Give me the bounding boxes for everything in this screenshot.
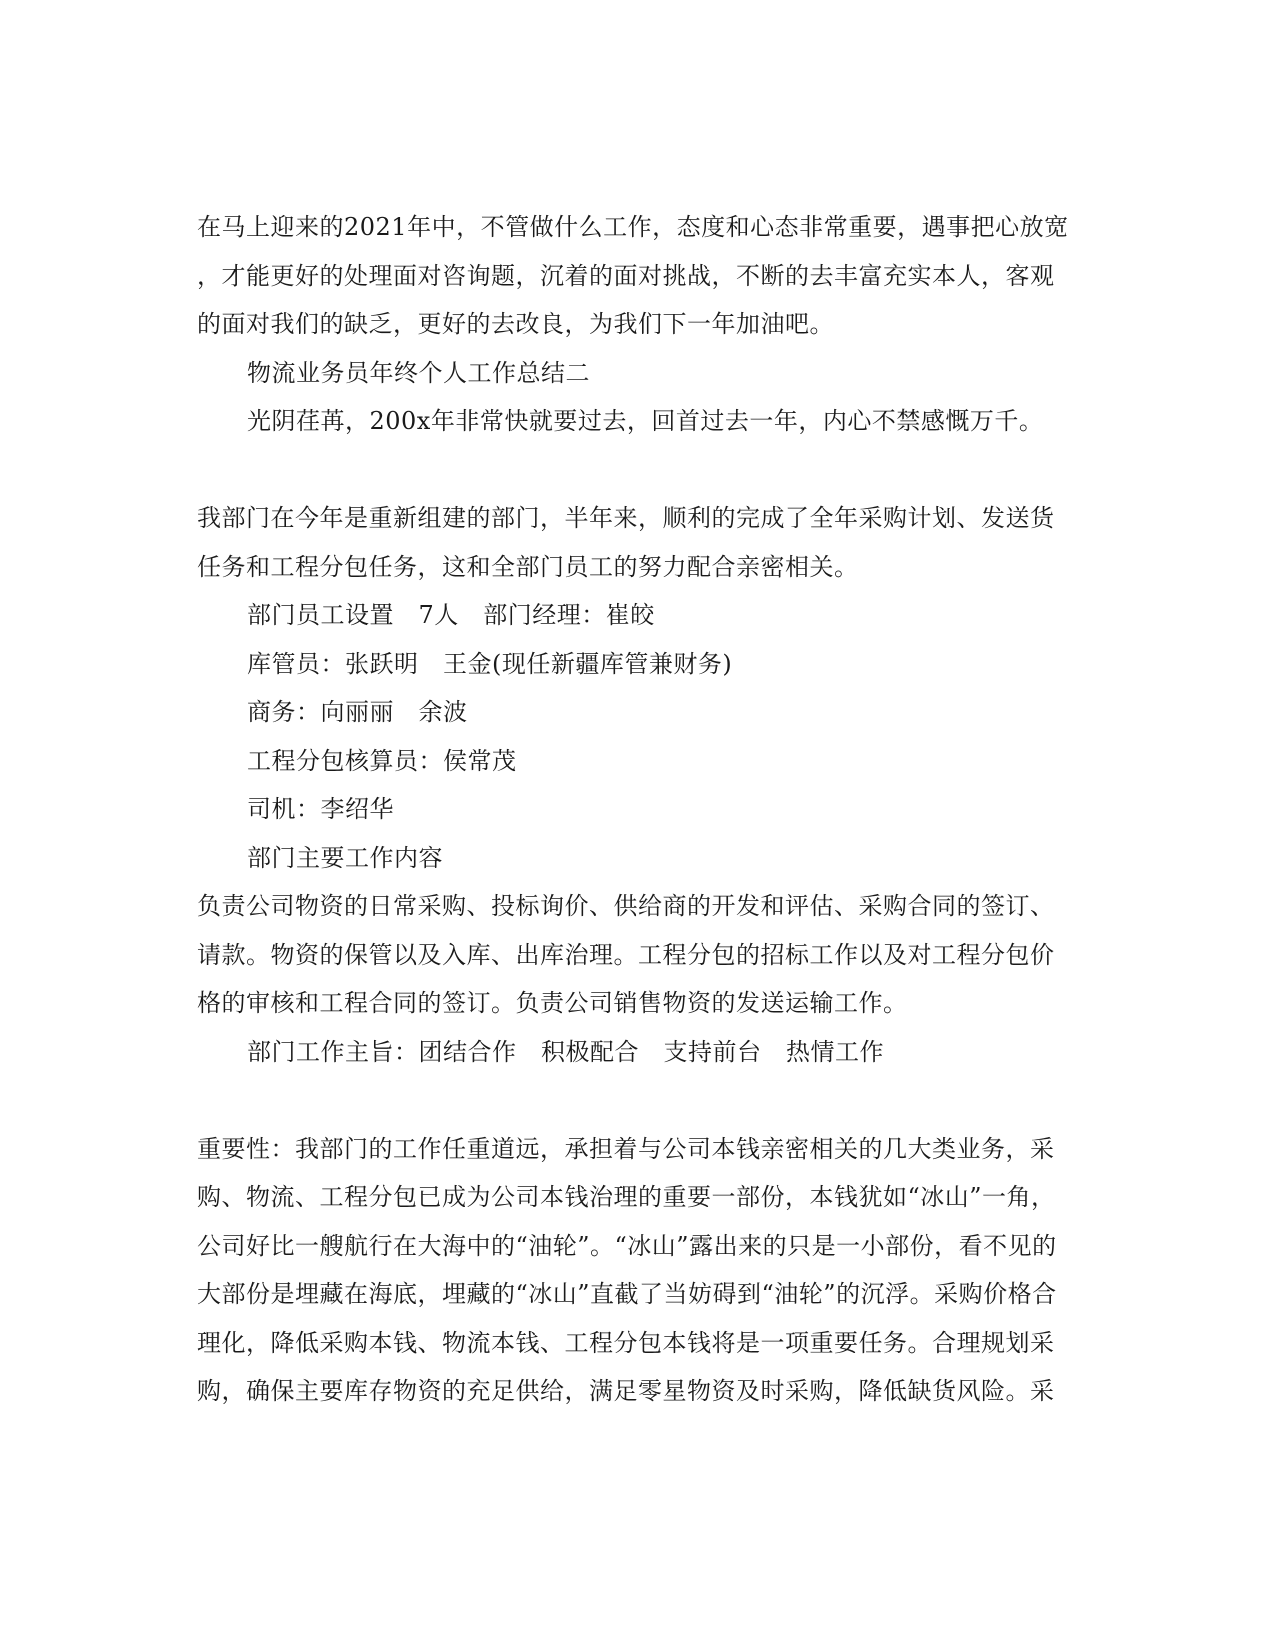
paragraph-line: 任务和工程分包任务，这和全部门员工的努力配合亲密相关。 [197,552,859,581]
paragraph-line: 大部份是埋藏在海底，埋藏的“冰山”直截了当妨碍到“油轮”的沉浮。采购价格合 [197,1280,1057,1308]
paragraph-line: 购，确保主要库存物资的充足供给，满足零星物资及时采购，降低缺货风险。采 [197,1377,1055,1405]
staff-line: 工程分包核算员：侯常茂 [247,746,517,775]
paragraph-line: 光阴荏苒，200x年非常快就要过去，回首过去一年，内心不禁感慨万千。 [247,407,1044,435]
paragraph-line: 在马上迎来的2021年中，不管做什么工作，态度和心态非常重要，遇事把心放宽 [197,213,1069,241]
paragraph-line: 重要性：我部门的工作任重道远，承担着与公司本钱亲密相关的几大类业务，采 [197,1134,1055,1163]
blank-line [197,446,1077,495]
staff-line: 库管员：张跃明 王金(现任新疆库管兼财务) [247,649,733,678]
subheading: 部门工作主旨：团结合作 积极配合 支持前台 热情工作 [247,1037,884,1066]
blank-line [197,1076,1077,1125]
paragraph-line: 的面对我们的缺乏，更好的去改良，为我们下一年加油吧。 [197,310,834,338]
staff-line: 部门员工设置 7人 部门经理：崔皎 [247,601,655,629]
paragraph-line: 格的审核和工程合同的签订。负责公司销售物资的发送运输工作。 [197,989,908,1017]
paragraph-line: 请款。物资的保管以及入库、出库治理。工程分包的招标工作以及对工程分包价 [197,940,1055,969]
document-body [197,203,1077,1416]
paragraph-line: 理化，降低采购本钱、物流本钱、工程分包本钱将是一项重要任务。合理规划采 [197,1328,1055,1357]
subheading: 部门主要工作内容 [247,843,443,872]
staff-line: 司机：李绍华 [247,795,394,823]
paragraph-line: 购、物流、工程分包已成为公司本钱治理的重要一部份，本钱犹如“冰山”一角， [197,1183,1056,1211]
paragraph-line: 我部门在今年是重新组建的部门，半年来，顺利的完成了全年采购计划、发送货 [197,504,1055,532]
paragraph-line: 公司好比一艘航行在大海中的“油轮”。“冰山”露出来的只是一小部份，看不见的 [197,1231,1057,1260]
paragraph-line: 负责公司物资的日常采购、投标询价、供给商的开发和评估、采购合同的签订、 [197,892,1055,920]
section-heading: 物流业务员年终个人工作总结二 [247,358,590,387]
staff-line: 商务：向丽丽 余波 [247,698,468,726]
paragraph-line: ，才能更好的处理面对咨询题，沉着的面对挑战，不断的去丰富充实本人，客观 [197,261,1055,290]
